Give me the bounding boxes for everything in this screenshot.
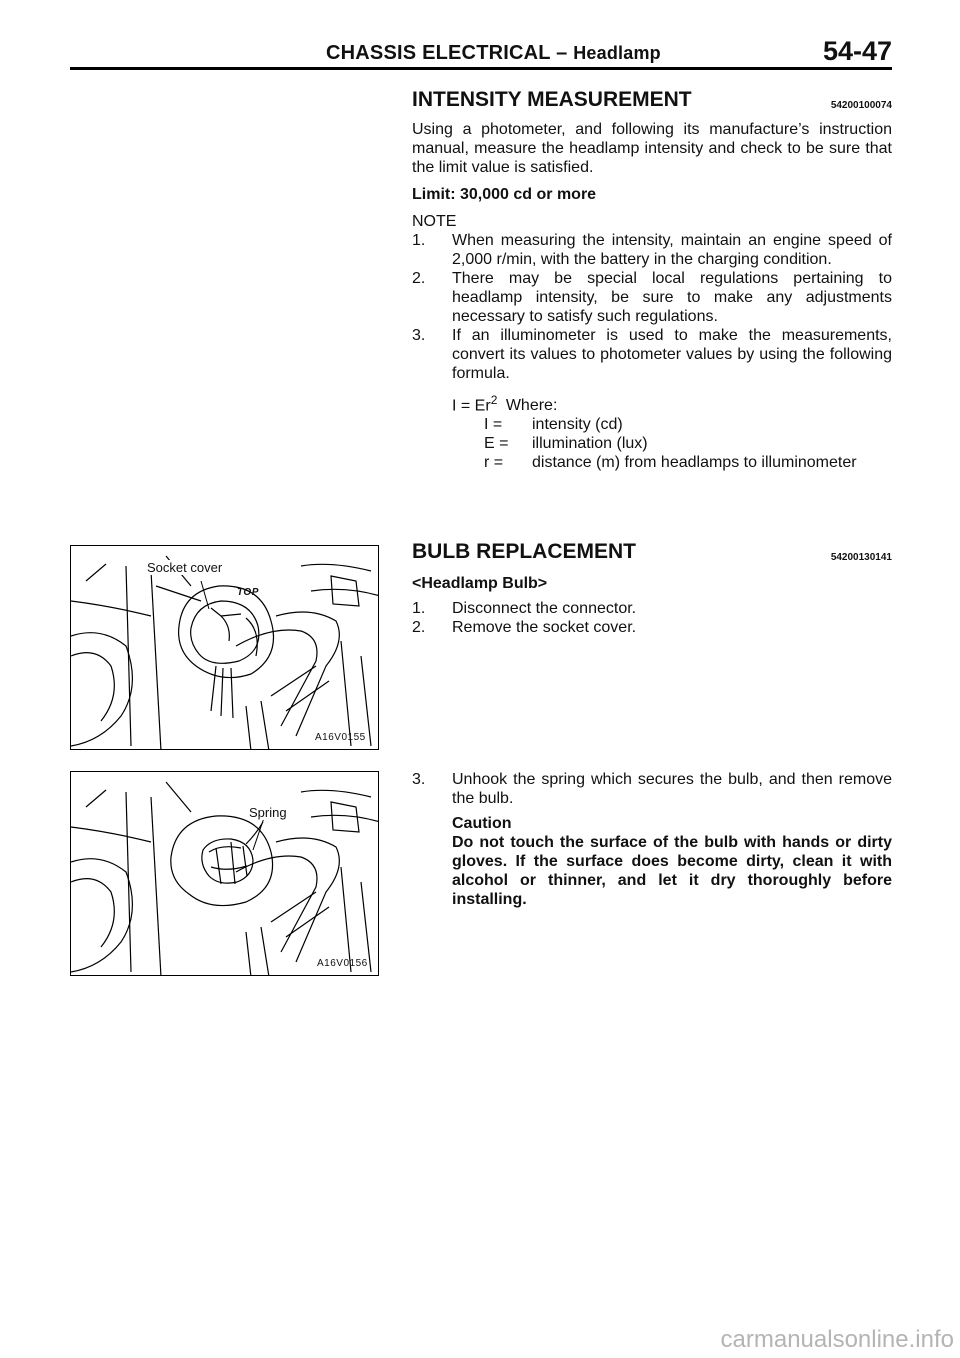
socket-cover-illustration [71,546,379,750]
limit-value: Limit: 30,000 cd or more [412,186,597,203]
figure-socket-cover [70,545,379,750]
list-item: 2. Remove the socket cover. [412,619,637,636]
header-title: CHASSIS ELECTRICAL – Headlamp [326,42,661,64]
note-label: NOTE [412,213,457,230]
figure-label: Socket cover [147,560,223,575]
section-title: BULB REPLACEMENT 54200130141 [412,542,892,566]
formula: $I = Er^2$ Where: [452,393,558,415]
header-rule [70,67,892,70]
section-title: INTENSITY MEASUREMENT 54200100074 [412,90,892,114]
caution-label: Caution [452,815,512,832]
step-list [412,770,892,808]
section-code: 54200130141 [830,552,892,563]
subheading: <Headlamp Bulb> [412,575,548,592]
spring-illustration [71,772,379,976]
formula-variable: I = intensity (cd) [484,416,623,434]
figure-code: A16V0155 [315,732,366,743]
list-item: 3. If an illuminometer is used to make the measurements, convert its values to photometer values by using the following formula. [412,327,892,382]
note-list [412,231,892,383]
bulb-section [412,542,892,637]
formula-variable: E = illumination (lux) [484,435,648,453]
footer-watermark: carmanualsonline.info [720,1326,954,1353]
list-item: 2. There may be special local regulations pertaining to headlamp intensity, be sure to make any adjustments necessary to satisfy such regulations. [412,270,892,325]
list-item: 1. Disconnect the connector. [412,600,637,617]
list-item: 3. Unhook the spring which secures the bulb, and then remove the bulb. [412,771,892,807]
top-marking: TOP [237,587,259,598]
caution-block [412,814,892,909]
page-header [70,36,892,70]
bulb-step3-section [412,770,892,909]
figure-label: Spring [249,805,287,820]
intro-paragraph: Using a photometer, and following its manufacture’s instruction manual, measure the headlamp intensity and check to be sure that the limit value is satisfied. [412,121,892,176]
formula-variable: r = distance (m) from headlamps to illuminometer [484,454,857,472]
page-number: 54-47 [822,36,892,66]
section-code: 54200100074 [830,100,892,111]
figure-code: A16V0156 [317,958,368,969]
list-item: 1. When measuring the intensity, maintain an engine speed of 2,000 r/min, with the battery in the charging condition. [412,232,892,268]
intensity-section [412,90,892,472]
step-list [412,599,892,637]
figure-spring [70,771,379,976]
caution-text: Do not touch the surface of the bulb with hands or dirty gloves. If the surface does become dirty, clean it with alcohol or thinner, and let it dry thoroughly before installing. [452,834,892,908]
